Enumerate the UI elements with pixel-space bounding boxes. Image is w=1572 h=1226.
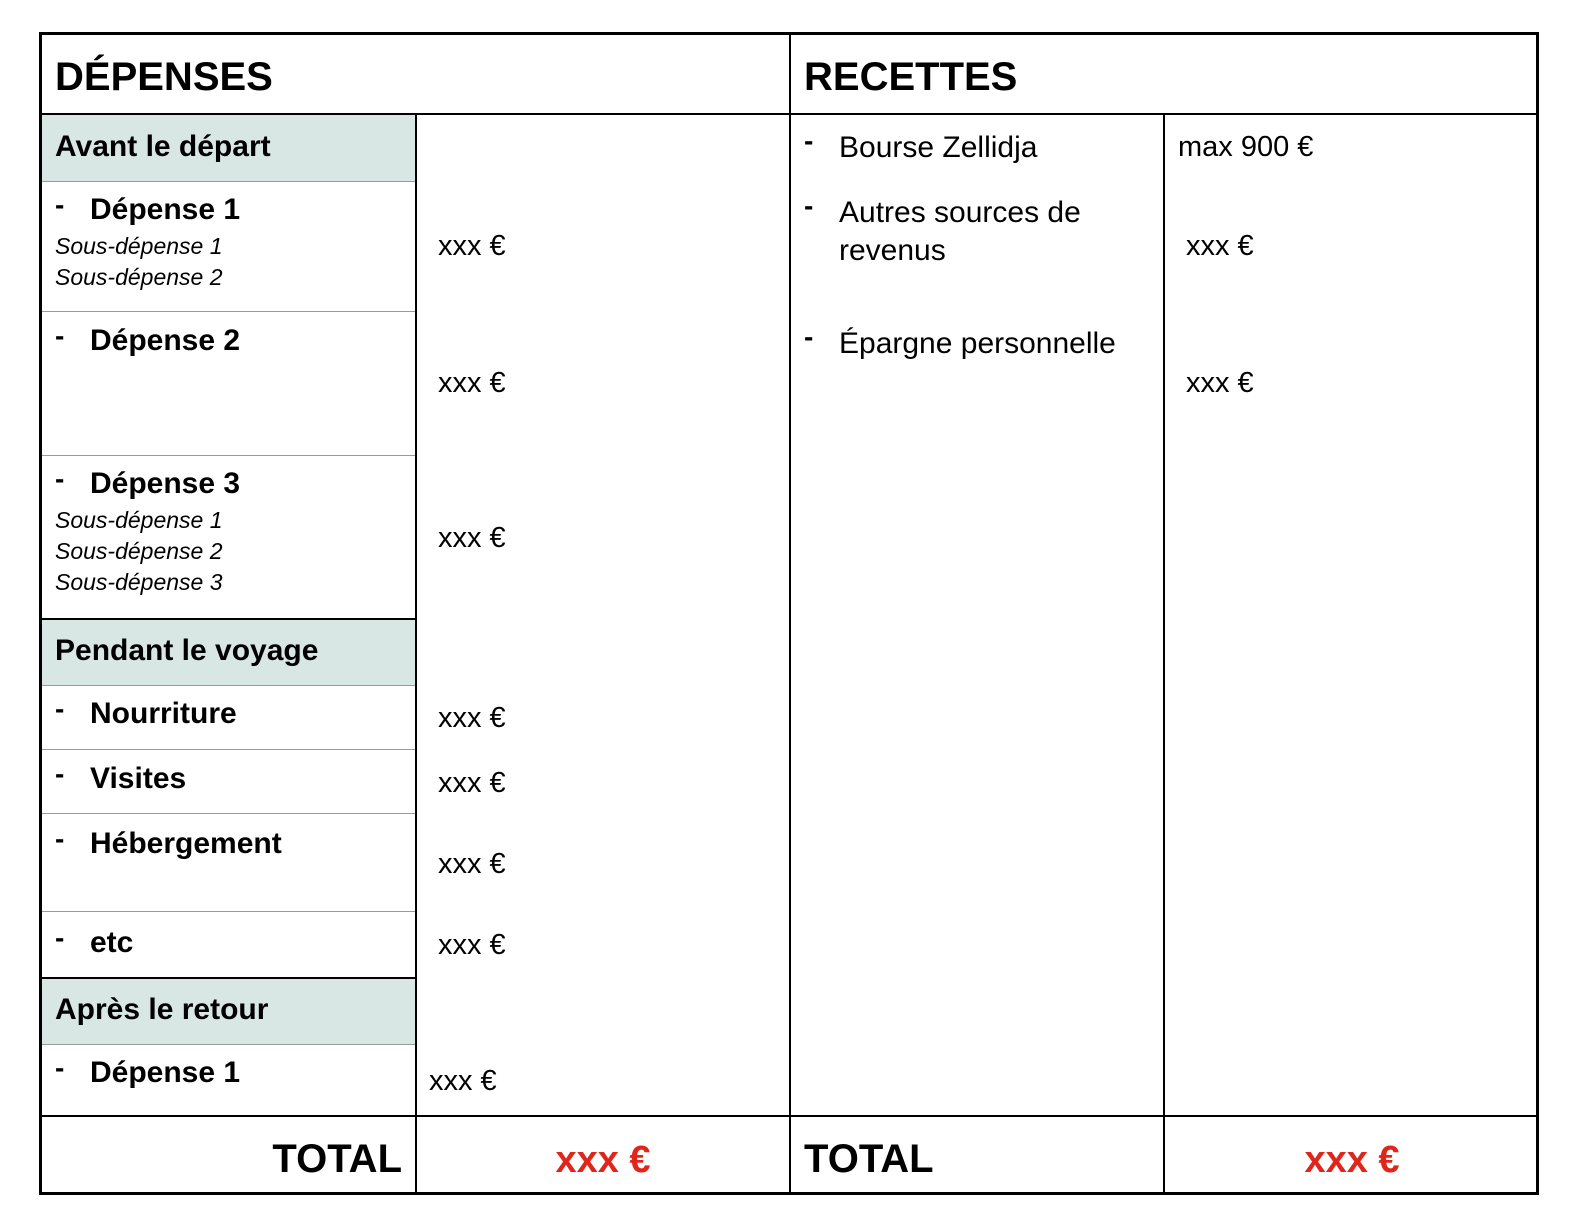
- dash-bullet: -: [55, 823, 65, 854]
- section-divider: [42, 618, 415, 620]
- dash-bullet: -: [55, 693, 65, 724]
- income-label: revenus: [839, 234, 946, 267]
- section-title-apres: Après le retour: [55, 993, 269, 1026]
- sub-expense: Sous-dépense 1: [55, 507, 223, 533]
- dash-bullet: -: [55, 758, 65, 789]
- row-divider: [42, 311, 415, 312]
- expense-label: Dépense 2: [90, 324, 241, 357]
- depenses-header: DÉPENSES: [55, 55, 273, 99]
- depenses-total-value: xxx €: [555, 1139, 651, 1181]
- depenses-col-divider: [415, 114, 417, 1192]
- section-title-avant: Avant le départ: [55, 130, 271, 163]
- expense-label: Hébergement: [90, 827, 282, 860]
- expense-amount: xxx €: [438, 522, 506, 554]
- recettes-header: RECETTES: [804, 55, 1018, 99]
- dash-bullet: -: [804, 321, 814, 352]
- row-divider: [42, 181, 415, 182]
- depenses-total-label: TOTAL: [272, 1137, 402, 1181]
- expense-label: Visites: [90, 762, 187, 795]
- dash-bullet: -: [804, 190, 814, 221]
- row-divider: [42, 813, 415, 814]
- recettes-total-label: TOTAL: [804, 1137, 934, 1181]
- expense-label: etc: [90, 926, 134, 959]
- income-amount: xxx €: [1186, 230, 1254, 262]
- income-amount: xxx €: [1186, 367, 1254, 399]
- expense-amount: xxx €: [438, 367, 506, 399]
- dash-bullet: -: [804, 125, 814, 156]
- budget-table: [39, 32, 1539, 1195]
- expense-amount: xxx €: [429, 1065, 497, 1097]
- center-divider: [789, 35, 791, 1192]
- sub-expense: Sous-dépense 1: [55, 233, 223, 259]
- expense-amount: xxx €: [438, 702, 506, 734]
- expense-label: Dépense 1: [90, 193, 241, 226]
- expense-amount: xxx €: [438, 767, 506, 799]
- sub-expense: Sous-dépense 2: [55, 538, 223, 564]
- income-amount: max 900 €: [1178, 131, 1314, 163]
- expense-label: Dépense 3: [90, 467, 241, 500]
- income-label: Épargne personnelle: [839, 327, 1116, 360]
- expense-label: Nourriture: [90, 697, 237, 730]
- row-divider: [42, 455, 415, 456]
- expense-amount: xxx €: [438, 848, 506, 880]
- dash-bullet: -: [55, 922, 65, 953]
- section-title-pendant: Pendant le voyage: [55, 634, 319, 667]
- row-divider: [42, 1044, 415, 1045]
- dash-bullet: -: [55, 320, 65, 351]
- row-divider: [42, 911, 415, 912]
- dash-bullet: -: [55, 1052, 65, 1083]
- expense-amount: xxx €: [438, 929, 506, 961]
- income-label: Autres sources de: [839, 196, 1081, 229]
- expense-amount: xxx €: [438, 230, 506, 262]
- dash-bullet: -: [55, 189, 65, 220]
- row-divider: [42, 685, 415, 686]
- section-divider: [42, 977, 415, 979]
- recettes-total-value: xxx €: [1304, 1139, 1400, 1181]
- sub-expense: Sous-dépense 3: [55, 569, 223, 595]
- dash-bullet: -: [55, 463, 65, 494]
- expense-label: Dépense 1: [90, 1056, 241, 1089]
- sub-expense: Sous-dépense 2: [55, 264, 223, 290]
- income-label: Bourse Zellidja: [839, 131, 1038, 164]
- row-divider: [42, 749, 415, 750]
- recettes-col-divider: [1163, 114, 1165, 1192]
